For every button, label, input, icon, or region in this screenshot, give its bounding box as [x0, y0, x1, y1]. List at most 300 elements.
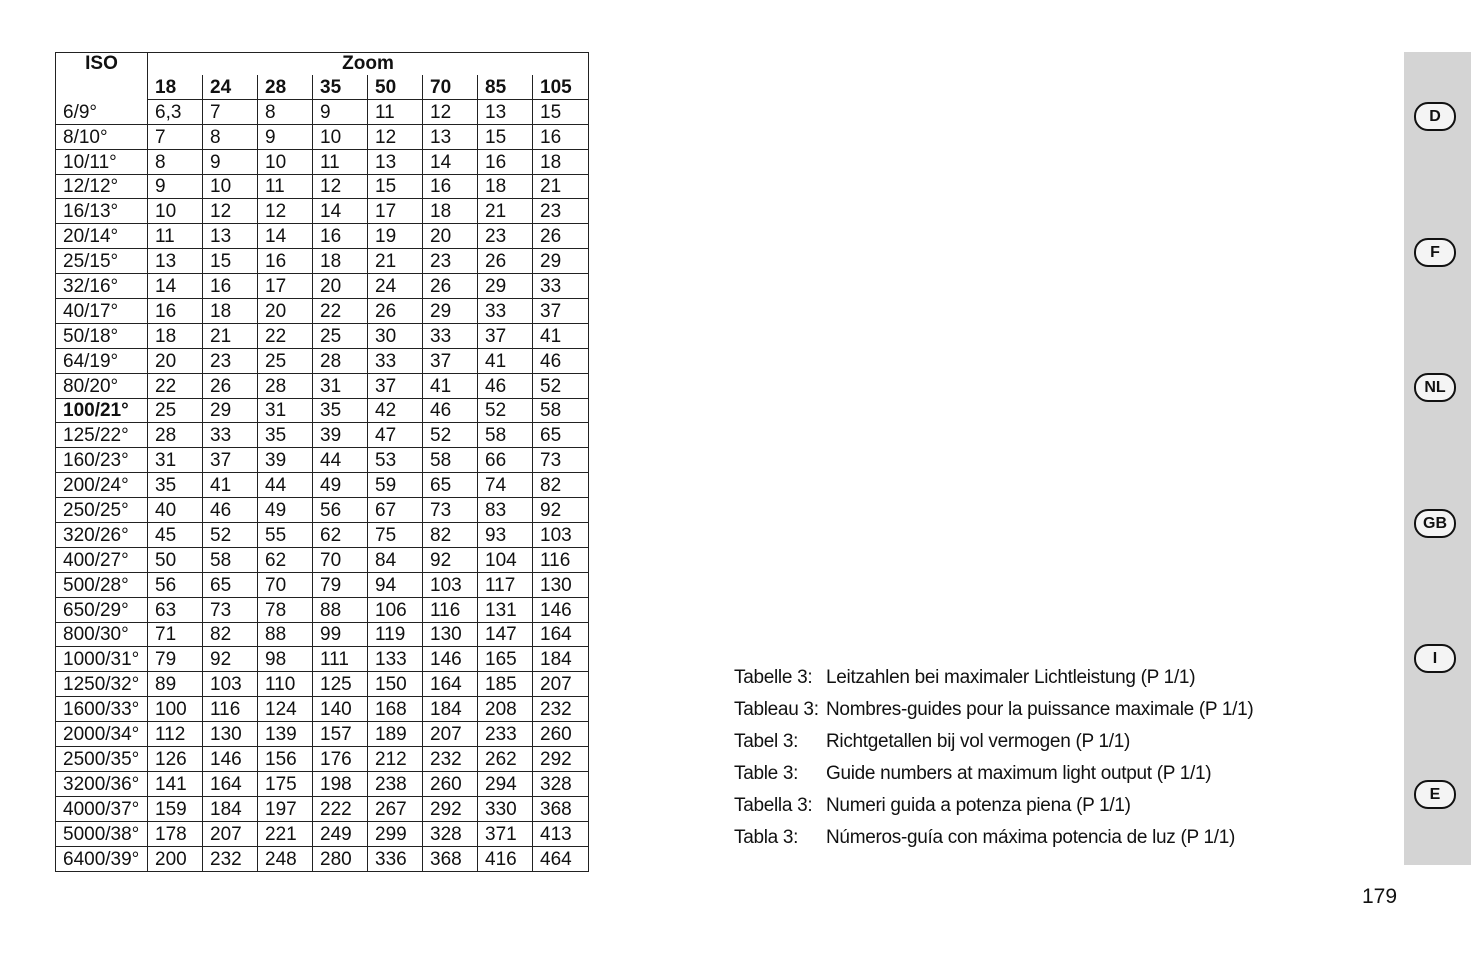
table-row	[56, 348, 589, 373]
table-row	[56, 747, 589, 772]
guide-number-cell: 164	[203, 771, 258, 796]
guide-number-cell: 221	[258, 821, 313, 846]
guide-number-cell: 26	[203, 373, 258, 398]
iso-cell: 2000/34°	[56, 722, 148, 747]
guide-number-cell: 58	[478, 423, 533, 448]
guide-number-cell: 198	[313, 771, 368, 796]
guide-number-cell: 13	[368, 149, 423, 174]
guide-number-cell: 33	[478, 299, 533, 324]
guide-number-cell: 16	[258, 249, 313, 274]
guide-number-cell: 29	[478, 274, 533, 299]
guide-number-cell: 79	[148, 647, 203, 672]
guide-number-cell: 233	[478, 722, 533, 747]
guide-number-cell: 40	[148, 498, 203, 523]
language-badge-nl: NL	[1414, 373, 1456, 402]
guide-number-cell: 168	[368, 697, 423, 722]
guide-number-cell: 15	[533, 99, 589, 124]
guide-number-cell: 10	[148, 199, 203, 224]
guide-number-cell: 10	[258, 149, 313, 174]
guide-number-cell: 65	[203, 572, 258, 597]
iso-cell: 16/13°	[56, 199, 148, 224]
guide-number-cell: 330	[478, 796, 533, 821]
guide-number-cell: 260	[533, 722, 589, 747]
guide-number-cell: 119	[368, 622, 423, 647]
guide-number-cell: 249	[313, 821, 368, 846]
table-row	[56, 622, 589, 647]
guide-number-cell: 22	[258, 323, 313, 348]
guide-number-cell: 73	[533, 448, 589, 473]
language-badge-gb: GB	[1414, 509, 1456, 538]
iso-cell: 6/9°	[56, 99, 148, 124]
guide-number-cell: 37	[478, 323, 533, 348]
table-row	[56, 846, 589, 871]
guide-number-cell: 176	[313, 747, 368, 772]
guide-number-cell: 18	[423, 199, 478, 224]
guide-number-cell: 11	[258, 174, 313, 199]
guide-number-cell: 130	[203, 722, 258, 747]
guide-number-cell: 20	[313, 274, 368, 299]
guide-number-cell: 82	[423, 523, 478, 548]
guide-number-cell: 42	[368, 398, 423, 423]
guide-number-cell: 92	[203, 647, 258, 672]
guide-number-cell: 12	[258, 199, 313, 224]
language-badge-i: I	[1414, 644, 1456, 673]
guide-number-cell: 156	[258, 747, 313, 772]
guide-number-cell: 26	[423, 274, 478, 299]
guide-number-cell: 58	[423, 448, 478, 473]
guide-number-cell: 52	[423, 423, 478, 448]
guide-number-cell: 146	[203, 747, 258, 772]
guide-number-cell: 10	[203, 174, 258, 199]
focal-length-header: 105	[533, 75, 589, 99]
guide-number-cell: 184	[423, 697, 478, 722]
guide-number-cell: 232	[423, 747, 478, 772]
guide-number-cell: 21	[533, 174, 589, 199]
guide-number-cell: 15	[368, 174, 423, 199]
guide-number-cell: 267	[368, 796, 423, 821]
guide-number-cell: 10	[313, 124, 368, 149]
guide-number-cell: 413	[533, 821, 589, 846]
guide-number-cell: 14	[258, 224, 313, 249]
zoom-header: Zoom	[342, 53, 394, 74]
table-row	[56, 448, 589, 473]
guide-number-cell: 116	[203, 697, 258, 722]
table-body	[56, 99, 589, 871]
table-row	[56, 199, 589, 224]
guide-number-cell: 200	[155, 848, 187, 870]
guide-number-cell: 44	[258, 473, 313, 498]
guide-number-cell: 371	[478, 821, 533, 846]
table-row	[56, 821, 589, 846]
table-row	[56, 124, 589, 149]
guide-number-cell: 49	[258, 498, 313, 523]
guide-number-cell: 294	[478, 771, 533, 796]
guide-number-cell: 31	[313, 373, 368, 398]
guide-number-cell: 35	[313, 398, 368, 423]
guide-number-cell: 37	[203, 448, 258, 473]
guide-number-cell: 28	[148, 423, 203, 448]
guide-number-cell: 13	[203, 224, 258, 249]
guide-number-cell: 336	[368, 846, 423, 871]
caption-text: Leitzahlen bei maximaler Lichtleistung (P 1/1)	[826, 667, 1196, 688]
table-header-row	[56, 53, 589, 76]
guide-number-cell: 164	[533, 622, 589, 647]
table-captions	[734, 662, 1253, 854]
guide-number-cell: 17	[368, 199, 423, 224]
guide-number-cell: 62	[258, 547, 313, 572]
guide-number-cell: 56	[148, 572, 203, 597]
guide-number-cell: 18	[203, 299, 258, 324]
iso-cell: 125/22°	[56, 423, 148, 448]
guide-number-cell: 12	[368, 124, 423, 149]
guide-number-cell: 262	[478, 747, 533, 772]
caption-line	[734, 662, 1253, 694]
focal-length-header: 50	[368, 75, 423, 99]
table-row	[56, 398, 589, 423]
focal-length-header: 24	[203, 75, 258, 99]
guide-number-cell: 112	[148, 722, 203, 747]
guide-number-cell: 58	[203, 547, 258, 572]
guide-number-cell: 232	[533, 697, 589, 722]
guide-number-cell: 98	[258, 647, 313, 672]
iso-cell: 160/23°	[56, 448, 148, 473]
guide-number-cell: 8	[203, 124, 258, 149]
iso-cell: 6400/39°	[56, 846, 148, 871]
guide-number-cell: 37	[423, 348, 478, 373]
iso-cell: 200/24°	[56, 473, 148, 498]
iso-cell: 64/19°	[56, 348, 148, 373]
guide-number-cell: 19	[368, 224, 423, 249]
guide-number-cell: 41	[478, 348, 533, 373]
iso-cell: 320/26°	[56, 523, 148, 548]
guide-number-cell: 232	[203, 846, 258, 871]
iso-cell: 3200/36°	[56, 771, 148, 796]
guide-number-cell: 44	[313, 448, 368, 473]
guide-number-cell: 164	[423, 672, 478, 697]
guide-number-cell: 17	[258, 274, 313, 299]
table-row	[56, 274, 589, 299]
guide-number-cell: 50	[148, 547, 203, 572]
guide-number-cell: 248	[258, 846, 313, 871]
focal-length-header: 70	[423, 75, 478, 99]
table-row	[56, 498, 589, 523]
guide-number-cell: 63	[148, 597, 203, 622]
guide-number-cell: 292	[533, 747, 589, 772]
caption-label: Tabella 3:	[734, 795, 813, 816]
guide-number-cell: 79	[313, 572, 368, 597]
language-badge-d: D	[1414, 102, 1456, 131]
guide-number-cell: 35	[148, 473, 203, 498]
guide-number-cell: 9	[258, 124, 313, 149]
guide-number-cell: 9	[313, 99, 368, 124]
guide-number-cell: 130	[533, 572, 589, 597]
guide-number-cell: 55	[258, 523, 313, 548]
guide-number-cell: 31	[148, 448, 203, 473]
guide-number-cell: 130	[423, 622, 478, 647]
guide-number-cell: 12	[203, 199, 258, 224]
guide-number-cell: 33	[423, 323, 478, 348]
guide-number-cell: 15	[478, 124, 533, 149]
guide-number-cell: 29	[423, 299, 478, 324]
guide-number-cell: 25	[258, 348, 313, 373]
iso-cell: 650/29°	[56, 597, 148, 622]
table-row	[56, 697, 589, 722]
iso-cell: 80/20°	[56, 373, 148, 398]
iso-cell: 1000/31°	[56, 647, 148, 672]
guide-number-cell: 368	[423, 846, 478, 871]
guide-number-cell: 39	[258, 448, 313, 473]
iso-cell: 50/18°	[56, 323, 148, 348]
caption-line	[734, 822, 1253, 854]
table-row	[56, 299, 589, 324]
guide-number-table	[55, 52, 589, 872]
caption-label: Tabelle 3:	[734, 667, 813, 688]
guide-number-cell: 21	[368, 249, 423, 274]
table-row	[56, 771, 589, 796]
page-number: 179	[1362, 885, 1398, 908]
guide-number-cell: 41	[533, 323, 589, 348]
guide-number-cell: 56	[313, 498, 368, 523]
guide-number-cell: 8	[148, 149, 203, 174]
guide-number-cell: 104	[478, 547, 533, 572]
guide-number-cell: 22	[313, 299, 368, 324]
caption-line	[734, 694, 1253, 726]
guide-number-cell: 28	[313, 348, 368, 373]
guide-number-cell: 178	[148, 821, 203, 846]
guide-number-cell: 74	[478, 473, 533, 498]
guide-number-cell: 18	[148, 323, 203, 348]
guide-number-cell: 59	[368, 473, 423, 498]
guide-number-cell: 7	[203, 99, 258, 124]
table-row	[56, 174, 589, 199]
guide-number-cell: 23	[423, 249, 478, 274]
table-row	[56, 423, 589, 448]
guide-number-cell: 8	[258, 99, 313, 124]
caption-label: Table 3:	[734, 763, 799, 784]
guide-number-cell: 13	[423, 124, 478, 149]
guide-number-cell: 92	[533, 498, 589, 523]
guide-number-cell: 53	[368, 448, 423, 473]
guide-number-cell: 159	[148, 796, 203, 821]
focal-length-header: 18	[148, 75, 203, 99]
table-row	[56, 796, 589, 821]
guide-number-cell: 328	[533, 771, 589, 796]
guide-number-cell: 189	[368, 722, 423, 747]
iso-cell: 12/12°	[56, 174, 148, 199]
guide-number-cell: 52	[478, 398, 533, 423]
iso-cell: 500/28°	[56, 572, 148, 597]
iso-cell: 8/10°	[56, 124, 148, 149]
guide-number-cell: 23	[203, 348, 258, 373]
guide-number-cell: 116	[533, 547, 589, 572]
guide-number-cell: 78	[258, 597, 313, 622]
guide-number-cell: 46	[423, 398, 478, 423]
caption-text: Richtgetallen bij vol vermogen (P 1/1)	[826, 731, 1131, 752]
guide-number-cell: 103	[203, 672, 258, 697]
caption-text: Números-guía con máxima potencia de luz (P 1/1)	[826, 827, 1236, 848]
guide-number-cell: 20	[258, 299, 313, 324]
guide-number-cell: 25	[313, 323, 368, 348]
guide-number-cell: 368	[533, 796, 589, 821]
guide-number-cell: 41	[203, 473, 258, 498]
caption-line	[734, 790, 1253, 822]
guide-number-cell: 26	[478, 249, 533, 274]
guide-number-cell: 139	[258, 722, 313, 747]
guide-number-cell: 147	[478, 622, 533, 647]
guide-number-cell: 116	[423, 597, 478, 622]
table-row	[56, 722, 589, 747]
table-row	[56, 149, 589, 174]
iso-cell: 4000/37°	[56, 796, 148, 821]
guide-number-cell: 37	[533, 299, 589, 324]
caption-label: Tabla 3:	[734, 827, 799, 848]
guide-number-cell: 165	[478, 647, 533, 672]
guide-number-cell: 31	[258, 398, 313, 423]
guide-number-cell: 260	[423, 771, 478, 796]
iso-cell: 1600/33°	[56, 697, 148, 722]
guide-number-cell: 16	[313, 224, 368, 249]
table-row	[56, 224, 589, 249]
table-row	[56, 473, 589, 498]
guide-number-cell: 33	[368, 348, 423, 373]
guide-number-cell: 13	[148, 249, 203, 274]
guide-number-cell: 88	[313, 597, 368, 622]
guide-number-cell: 41	[423, 373, 478, 398]
iso-cell: 5000/38°	[56, 821, 148, 846]
guide-number-cell: 238	[368, 771, 423, 796]
language-badge-f: F	[1414, 238, 1456, 267]
guide-number-cell: 49	[313, 473, 368, 498]
guide-number-cell: 93	[478, 523, 533, 548]
guide-number-cell: 70	[313, 547, 368, 572]
guide-number-cell: 46	[203, 498, 258, 523]
iso-cell: 400/27°	[56, 547, 148, 572]
guide-number-cell: 157	[313, 722, 368, 747]
guide-number-cell: 70	[258, 572, 313, 597]
focal-length-header: 28	[258, 75, 313, 99]
caption-line	[734, 726, 1253, 758]
guide-number-cell: 117	[478, 572, 533, 597]
guide-number-cell: 26	[533, 224, 589, 249]
guide-number-cell: 83	[478, 498, 533, 523]
guide-number-cell: 29	[203, 398, 258, 423]
guide-number-cell: 82	[203, 622, 258, 647]
guide-number-cell: 66	[478, 448, 533, 473]
guide-number-cell: 9	[148, 174, 203, 199]
guide-number-cell: 12	[313, 174, 368, 199]
guide-number-cell: 15	[203, 249, 258, 274]
guide-number-cell: 45	[148, 523, 203, 548]
guide-number-cell: 11	[148, 224, 203, 249]
guide-number-cell: 184	[203, 796, 258, 821]
guide-number-cell: 88	[258, 622, 313, 647]
guide-number-cell: 18	[313, 249, 368, 274]
guide-number-cell: 328	[423, 821, 478, 846]
guide-number-cell: 299	[368, 821, 423, 846]
guide-number-cell: 208	[478, 697, 533, 722]
language-badge-e: E	[1414, 780, 1456, 809]
guide-number-cell: 73	[203, 597, 258, 622]
guide-number-cell: 133	[368, 647, 423, 672]
guide-number-cell: 125	[313, 672, 368, 697]
guide-number-cell: 37	[368, 373, 423, 398]
guide-number-cell: 33	[533, 274, 589, 299]
guide-number-cell: 16	[203, 274, 258, 299]
guide-number-cell: 92	[423, 547, 478, 572]
guide-number-cell: 197	[258, 796, 313, 821]
guide-number-cell: 100	[148, 697, 203, 722]
guide-number-cell: 24	[368, 274, 423, 299]
table-row	[56, 323, 589, 348]
guide-number-cell: 16	[478, 149, 533, 174]
guide-number-cell: 6,3	[148, 99, 203, 124]
guide-number-cell: 12	[423, 99, 478, 124]
guide-number-cell: 464	[533, 846, 589, 871]
table-row	[56, 672, 589, 697]
guide-number-cell: 14	[423, 149, 478, 174]
guide-number-cell: 26	[368, 299, 423, 324]
iso-cell: 10/11°	[56, 149, 148, 174]
guide-number-cell: 62	[313, 523, 368, 548]
guide-number-cell: 94	[368, 572, 423, 597]
guide-number-cell: 65	[533, 423, 589, 448]
guide-number-cell: 131	[478, 597, 533, 622]
caption-text: Numeri guida a potenza piena (P 1/1)	[826, 795, 1131, 816]
guide-number-cell: 67	[368, 498, 423, 523]
guide-number-cell: 140	[313, 697, 368, 722]
table-row	[56, 597, 589, 622]
guide-number-cell: 16	[423, 174, 478, 199]
table-row	[56, 373, 589, 398]
guide-number-cell: 416	[478, 846, 533, 871]
iso-cell: 40/17°	[56, 299, 148, 324]
caption-label: Tabel 3:	[734, 731, 799, 752]
guide-number-cell: 46	[478, 373, 533, 398]
guide-number-cell: 89	[148, 672, 203, 697]
table-row	[56, 547, 589, 572]
guide-number-cell: 146	[423, 647, 478, 672]
caption-line	[734, 758, 1253, 790]
guide-number-cell: 222	[313, 796, 368, 821]
guide-number-cell: 7	[148, 124, 203, 149]
guide-number-cell: 35	[258, 423, 313, 448]
guide-number-cell: 175	[258, 771, 313, 796]
guide-number-cell: 103	[423, 572, 478, 597]
guide-number-cell: 14	[148, 274, 203, 299]
guide-number-cell: 150	[368, 672, 423, 697]
guide-number-cell: 280	[313, 846, 368, 871]
guide-number-cell: 11	[313, 149, 368, 174]
guide-number-cell: 185	[478, 672, 533, 697]
guide-number-cell: 16	[533, 124, 589, 149]
guide-number-cell: 212	[368, 747, 423, 772]
guide-number-cell: 58	[533, 398, 589, 423]
guide-number-cell: 84	[368, 547, 423, 572]
guide-number-cell: 184	[533, 647, 589, 672]
guide-number-cell: 20	[423, 224, 478, 249]
table-row	[56, 647, 589, 672]
iso-cell: 250/25°	[56, 498, 148, 523]
guide-number-cell: 21	[478, 199, 533, 224]
guide-number-cell: 207	[203, 821, 258, 846]
guide-number-cell: 29	[533, 249, 589, 274]
guide-number-cell: 71	[148, 622, 203, 647]
guide-number-cell: 47	[368, 423, 423, 448]
table-row	[56, 99, 589, 124]
guide-number-cell: 103	[533, 523, 589, 548]
guide-number-cell: 14	[313, 199, 368, 224]
guide-number-cell: 99	[313, 622, 368, 647]
